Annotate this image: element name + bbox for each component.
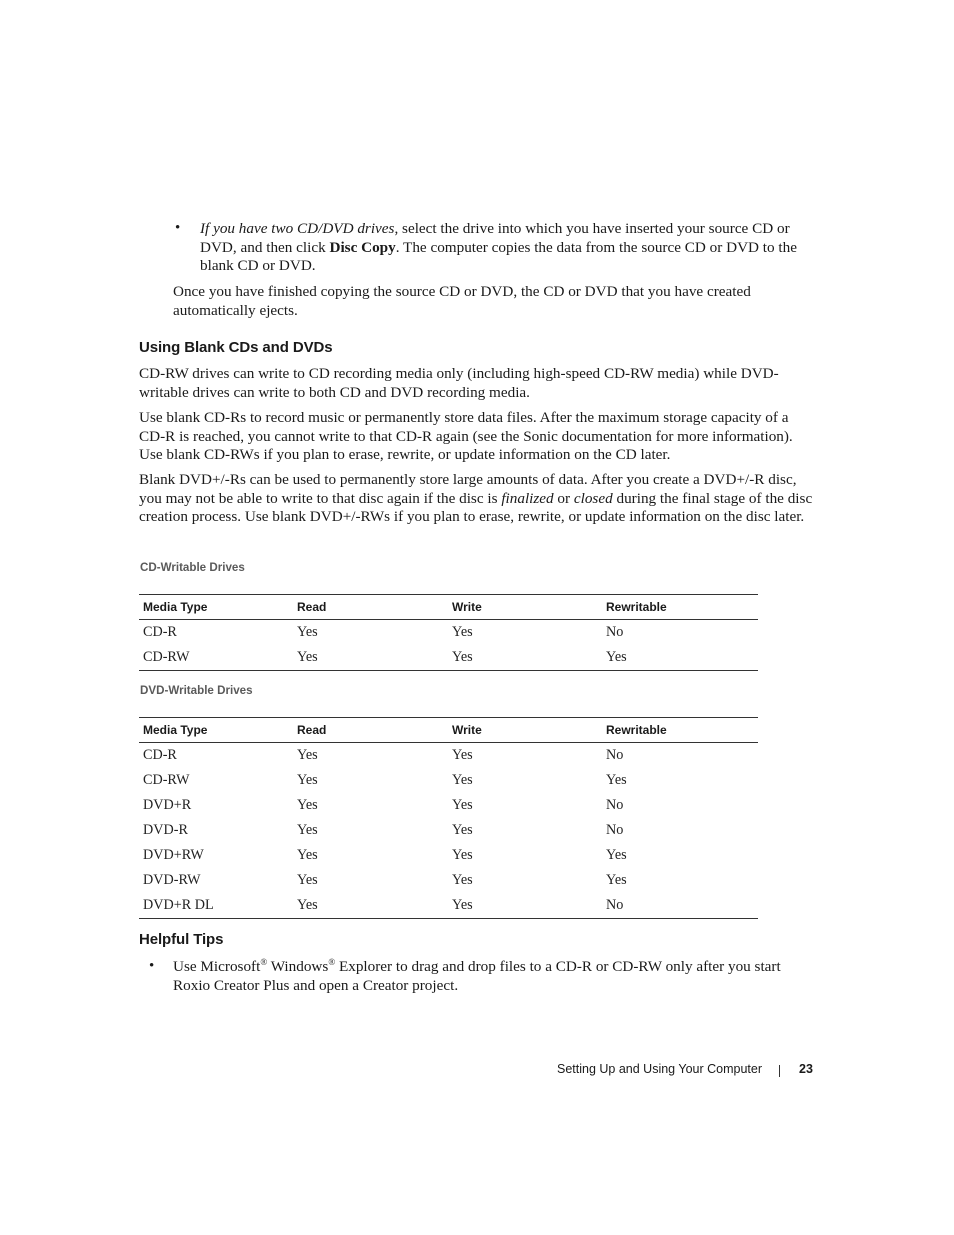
cell-read: Yes xyxy=(297,822,318,838)
section-heading-helpful-tips: Helpful Tips xyxy=(139,931,224,948)
cell-write: Yes xyxy=(452,624,473,640)
table-row xyxy=(139,868,758,893)
cell-write: Yes xyxy=(452,847,473,863)
cell-write: Yes xyxy=(452,747,473,763)
tip-text-a: Use Microsoft xyxy=(173,958,261,975)
cell-media-type: CD-RW xyxy=(139,645,293,671)
italic-lead: If you have two CD/DVD drives xyxy=(200,220,395,237)
cell-read: Yes xyxy=(293,893,448,919)
page-number: 23 xyxy=(799,1062,813,1076)
paragraph-cd-rw-drives: CD-RW drives can write to CD recording media only (including high-speed CD-RW media) while DVD-writable drives can write to both CD and DVD recording media. xyxy=(139,365,779,401)
footer-divider xyxy=(779,1065,780,1077)
eject-note: Once you have finished copying the source CD or DVD, the CD or DVD that you have created automatically ejects. xyxy=(173,283,751,319)
cell-rewritable: Yes xyxy=(602,645,758,671)
cell-rewritable: Yes xyxy=(606,872,627,888)
cell-media-type: CD-R xyxy=(143,747,177,763)
paragraph-dvd-r-usage xyxy=(139,471,813,527)
dvd-writable-drives-table xyxy=(139,717,758,919)
header-read: Read xyxy=(293,718,448,743)
dvd-text-c: during the final stage of the disc creation process. Use blank DVD+/-RWs if you plan to erase, rewrite, or update information on the disc later. xyxy=(139,489,813,526)
cd-writable-drives-table xyxy=(139,594,758,671)
table-caption-dvd: DVD-Writable Drives xyxy=(140,684,253,697)
table-row xyxy=(139,893,758,919)
cell-media-type: DVD-R xyxy=(143,822,188,838)
term-finalized: finalized xyxy=(501,489,554,507)
footer-section-title: Setting Up and Using Your Computer xyxy=(557,1062,762,1076)
cell-read: Yes xyxy=(297,772,318,788)
header-rewritable: Rewritable xyxy=(602,718,758,743)
cell-media-type: DVD-RW xyxy=(143,872,201,888)
cell-write: Yes xyxy=(452,797,473,813)
table-header-row xyxy=(139,718,758,743)
cell-media-type: DVD+RW xyxy=(143,847,204,863)
table-row xyxy=(139,645,758,671)
cell-rewritable: No xyxy=(606,747,624,763)
table-row xyxy=(139,743,758,769)
paragraph-cd-r-usage: Use blank CD-Rs to record music or permanently store data files. After the maximum storage capacity of a CD-R is reached, you cannot write to that CD-R again (see the Sonic documentation for more information). Use blank CD-RWs if you plan to erase, rewrite, or update information on the CD later. xyxy=(139,409,793,464)
table-row xyxy=(139,793,758,818)
disc-copy-term: Disc Copy xyxy=(329,238,396,256)
tip-text-c: Explorer to drag and drop files to a CD-R or CD-RW only after you start Roxio Creator Plus and open a Creator project. xyxy=(173,958,781,994)
cell-read: Yes xyxy=(297,747,318,763)
cell-read: Yes xyxy=(297,847,318,863)
header-media-type: Media Type xyxy=(139,718,293,743)
cell-write: Yes xyxy=(452,822,473,838)
dvd-text-a: Blank DVD+/-Rs can be used to permanently store large amounts of data. After you create a DVD+/-R disc, you may not be able to write to that disc again if the disc is xyxy=(139,471,797,507)
header-media-type: Media Type xyxy=(139,595,293,620)
cell-rewritable: No xyxy=(606,797,624,813)
dvd-text-b: or xyxy=(553,489,574,507)
cell-media-type: DVD+R xyxy=(143,797,192,813)
cell-write: Yes xyxy=(448,645,602,671)
table-row xyxy=(139,620,758,646)
cell-write: Yes xyxy=(452,772,473,788)
registered-mark: ® xyxy=(328,956,336,967)
table-header-row xyxy=(139,595,758,620)
cell-rewritable: No xyxy=(602,893,758,919)
cell-rewritable: Yes xyxy=(606,847,627,863)
cell-rewritable: No xyxy=(606,822,624,838)
header-write: Write xyxy=(448,595,602,620)
registered-mark: ® xyxy=(260,956,268,967)
header-write: Write xyxy=(448,718,602,743)
cell-read: Yes xyxy=(297,872,318,888)
header-rewritable: Rewritable xyxy=(602,595,758,620)
instruction-text-end: . The computer copies the data from the source CD or DVD to the blank CD or DVD. xyxy=(200,238,797,275)
cell-read: Yes xyxy=(297,797,318,813)
table-row xyxy=(139,818,758,843)
cell-write: Yes xyxy=(448,893,602,919)
bullet-marker: • xyxy=(149,958,155,974)
cell-media-type: CD-RW xyxy=(143,772,190,788)
cell-rewritable: No xyxy=(606,624,624,640)
cell-write: Yes xyxy=(452,872,473,888)
cell-read: Yes xyxy=(293,645,448,671)
cell-media-type: CD-R xyxy=(143,624,177,640)
term-closed: closed xyxy=(573,489,613,507)
bullet-marker: • xyxy=(175,220,181,236)
cell-read: Yes xyxy=(297,624,318,640)
table-row xyxy=(139,843,758,868)
tip-text-b: Windows xyxy=(267,958,329,975)
header-read: Read xyxy=(293,595,448,620)
table-row xyxy=(139,768,758,793)
cell-rewritable: Yes xyxy=(606,772,627,788)
tip-drag-and-drop xyxy=(173,958,813,995)
section-heading-blank-media: Using Blank CDs and DVDs xyxy=(139,339,333,356)
table-caption-cd: CD-Writable Drives xyxy=(140,561,245,574)
instruction-text: , select the drive into which you have inserted your source CD or DVD, and then click xyxy=(200,220,790,256)
cell-media-type: DVD+R DL xyxy=(139,893,293,919)
disc-copy-instruction xyxy=(200,220,815,276)
